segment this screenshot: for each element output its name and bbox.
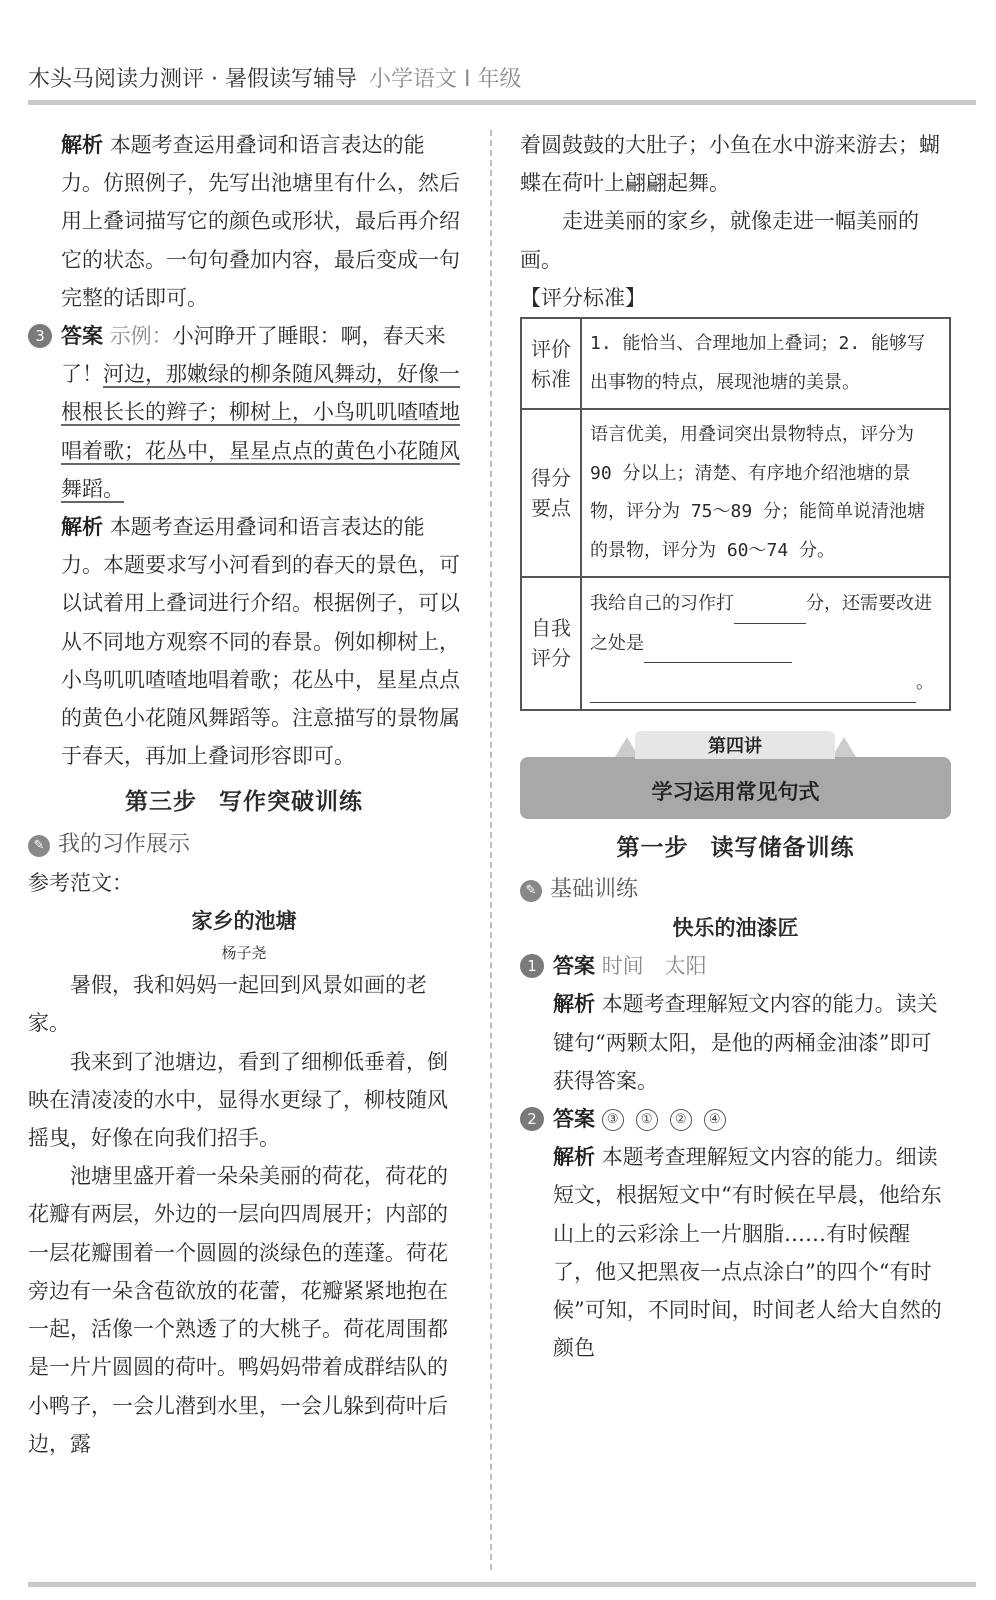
self-score-text: 我给自己的习作打 — [590, 593, 734, 615]
rubric-row — [521, 318, 950, 409]
banner-decoration — [832, 737, 856, 757]
section-title: 我的习作展示 — [58, 831, 191, 857]
order-choice: ① — [636, 1109, 658, 1131]
left-column — [28, 126, 460, 1463]
lecture-banner — [520, 735, 951, 819]
order-choice: ② — [670, 1109, 692, 1131]
self-score-cell — [581, 577, 950, 710]
rubric-label: 自我评分 — [521, 577, 581, 710]
header-subtitle: 小学语文 I 年级 — [368, 67, 522, 92]
period: 。 — [916, 672, 934, 694]
essay-paragraph-ending: 走进美丽的家乡，就像走进一幅美丽的画。 — [520, 209, 919, 272]
step-number: 第三步 — [125, 789, 197, 816]
passage-title: 快乐的油漆匠 — [672, 914, 799, 940]
order-choice: ④ — [704, 1109, 726, 1131]
section-my-writing — [28, 826, 460, 864]
analysis-label: 解析 — [553, 992, 595, 1017]
analysis-q1 — [520, 985, 951, 1100]
step-one-heading — [520, 829, 951, 867]
question-number-1: 1 — [520, 954, 544, 978]
improvement-blank-2[interactable] — [590, 663, 916, 703]
improvement-blank[interactable] — [644, 624, 792, 664]
question-number-2: 2 — [520, 1107, 544, 1131]
essay-author: 杨子尧 — [221, 944, 267, 963]
rubric-row — [521, 577, 950, 710]
rubric-content: 语言优美，用叠词突出景物特点，评分为 90 分以上；清楚、有序地介绍池塘的景物，评分为 75～89 分；能简单说清池塘的景物，评分为 60～74 分。 — [581, 409, 950, 577]
scoring-rubric-table — [520, 317, 951, 711]
analysis-label: 解析 — [61, 515, 103, 540]
reference-label: 参考范文： — [28, 870, 133, 895]
analysis-q2-right — [520, 1138, 951, 1367]
rubric-label: 得分要点 — [521, 409, 581, 577]
answer-q2 — [520, 1100, 951, 1138]
column-divider — [490, 130, 492, 1570]
step-number: 第一步 — [616, 834, 689, 861]
answer-q3 — [28, 317, 460, 508]
right-column — [520, 126, 951, 1367]
step-title: 写作突破训练 — [219, 789, 363, 816]
answer-text: 小河睁开了睡眼：啊，春天来了！ — [61, 324, 446, 387]
rubric-label: 评价标准 — [521, 318, 581, 409]
section-title: 基础训练 — [550, 876, 639, 902]
step-three-heading — [28, 783, 460, 821]
essay-paragraph: 池塘里盛开着一朵朵美丽的荷花，荷花的花瓣有两层，外边的一层向四周展开；内部的一层花瓣围着一个圆圆的淡绿色的莲蓬。荷花旁边有一朵含苞欲放的花蕾，花瓣紧紧地抱在一起，活像一个熟透了的大桃子。荷花周围都是一片片圆圆的荷叶。鸭妈妈带着成群结队的小鸭子，一会儿潜到水里，一会儿躲到荷叶后边，露 — [28, 1164, 448, 1456]
pencil-icon: ✎ — [28, 835, 50, 857]
analysis-text: 本题考查运用叠词和语言表达的能力。仿照例子，先写出池塘里有什么，然后用上叠词描写它的颜色或形状，最后再介绍它的状态。一句句叠加内容，最后变成一句完整的话即可。 — [61, 133, 460, 310]
answer-underlined-text: 河边，那嫩绿的柳条随风舞动，好像一根根长长的辫子；柳树上，小鸟叽叽喳喳地唱着歌；花丛中，星星点点的黄色小花随风舞蹈。 — [61, 362, 460, 501]
question-number-3: 3 — [28, 324, 52, 348]
analysis-text: 本题考查运用叠词和语言表达的能力。本题要求写小河看到的春天的景色，可以试着用上叠词进行介绍。根据例子，可以从不同地方观察不同的春景。例如柳树上，小鸟叽叽喳喳地唱着歌；花丛中，星星点点的黄色小花随风舞蹈等。注意描写的景物属于春天，再加上叠词形容即可。 — [61, 515, 460, 769]
lecture-title: 学习运用常见句式 — [651, 779, 820, 804]
answer-label: 答案 — [553, 1106, 595, 1131]
header-rule — [28, 100, 976, 105]
answer-q1 — [520, 947, 951, 985]
essay-title: 家乡的池塘 — [191, 908, 297, 934]
score-blank[interactable] — [734, 584, 806, 624]
analysis-q2 — [28, 126, 460, 317]
analysis-q3 — [28, 508, 460, 775]
rubric-row — [521, 409, 950, 577]
rubric-title: 【评分标准】 — [520, 285, 646, 310]
essay-paragraph: 暑假，我和妈妈一起回到风景如画的老家。 — [28, 973, 427, 1036]
rubric-content: 1. 能恰当、合理地加上叠词；2. 能够写出事物的特点，展现池塘的美景。 — [581, 318, 950, 409]
order-choice: ③ — [602, 1109, 624, 1131]
header-title: 木头马阅读力测评 · 暑假读写辅导 — [28, 67, 357, 92]
footer-rule — [28, 1582, 976, 1587]
answer-text: 时间 太阳 — [601, 954, 707, 979]
answer-label: 答案 — [553, 954, 595, 979]
analysis-label: 解析 — [553, 1145, 595, 1170]
self-score-text: 分，还需要改进之处是 — [590, 593, 932, 654]
answer-label: 答案 — [61, 324, 103, 349]
essay-paragraph-continued: 着圆鼓鼓的大肚子；小鱼在水中游来游去；蝴蝶在荷叶上翩翩起舞。 — [520, 133, 940, 196]
analysis-label: 解析 — [61, 133, 103, 157]
essay-paragraph: 我来到了池塘边，看到了细柳低垂着，倒映在清凌凌的水中，显得水更绿了，柳枝随风摇曳，好像在向我们招手。 — [28, 1049, 448, 1151]
analysis-text: 本题考查理解短文内容的能力。读关键句“两颗太阳，是他的两桶金油漆”即可获得答案。 — [553, 992, 938, 1093]
step-title: 读写储备训练 — [710, 834, 855, 861]
pencil-icon: ✎ — [520, 880, 542, 902]
example-label: 示例： — [109, 324, 173, 349]
lecture-number: 第四讲 — [635, 731, 835, 759]
section-basic-training — [520, 871, 951, 909]
running-header — [28, 62, 521, 93]
analysis-text: 本题考查理解短文内容的能力。细读短文，根据短文中“有时候在早晨，他给东山上的云彩涂上一片胭脂……有时候醒了，他又把黑夜一点点涂白”的四个“有时候”可知，不同时间，时间老人给大自然的颜色 — [553, 1145, 942, 1361]
